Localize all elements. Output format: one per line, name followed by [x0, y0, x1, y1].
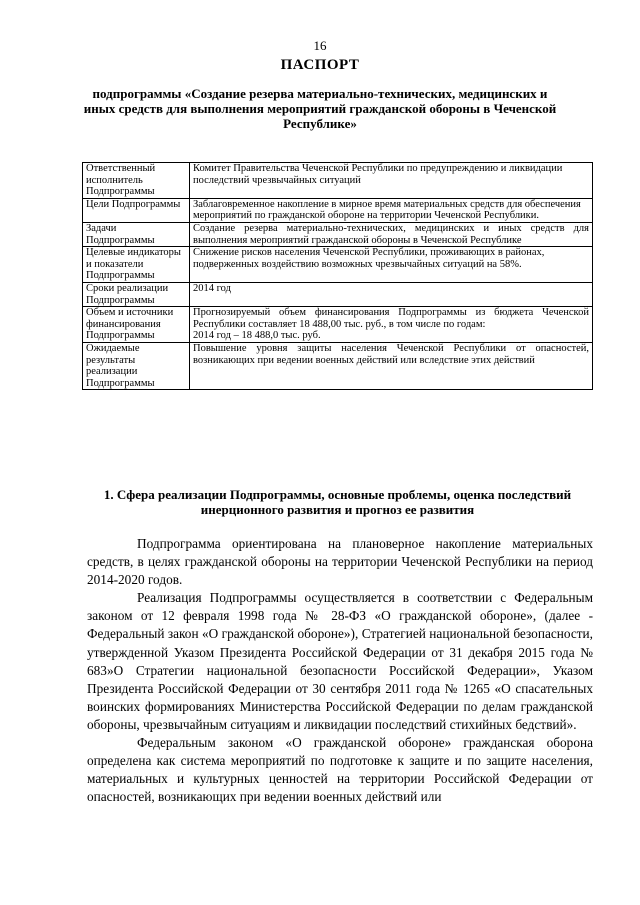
- row-value: [190, 307, 593, 343]
- page-number: 16: [313, 38, 327, 53]
- row-value-line: Комитет Правительства Чеченской Республики по предупреждению и ликвидации последствий чрезвычайных ситуаций: [193, 163, 563, 186]
- table-row: [83, 282, 593, 306]
- row-label: Цели Подпрограммы: [83, 198, 190, 222]
- row-value-line: Создание резерва материально-технических, медицинских и иных средств для выполнения мероприятий гражданской обороны в Чеченской Республике: [193, 222, 589, 246]
- row-value-line: Заблаговременное накопление в мирное время материальных средств для обеспечения мероприятий по гражданской обороне на территории Чеченской Республики.: [193, 198, 581, 222]
- paragraph: Реализация Подпрограммы осуществляется в соответствии с Федеральным законом от 12 февраля 1998 года № 28-ФЗ «О гражданской обороне», (далее - Федеральный закон «О гражданской обороне»), Стратегией национальной безопасности, утвержденной Указом Президента Российской Федерации от 31 декабря 2015 года № 683»О Стратегии национальной безопасности Российской Федерации», Указом Президента Российской Федерации от 30 сентября 2011 года № 1265 «О спасательных воинских формированиях Министерства Российской Федерации по делам гражданской обороны, чрезвычайным ситуациям и ликвидации последствий стихийных бедствий».: [87, 590, 593, 732]
- table-row: [83, 342, 593, 389]
- row-value: [190, 198, 593, 222]
- table-row: [83, 198, 593, 222]
- document-subtitle: подпрограммы «Создание резерва материально-технических, медицинских и иных средств для выполнения мероприятий гражданской обороны в Чеченской Республике»: [83, 86, 557, 131]
- paragraph: Федеральным законом «О гражданской обороне» гражданская оборона определена как система мероприятий по подготовке к защите и по защите населения, материальных и культурных ценностей на территории Российской Федерации от опасностей, возникающих при ведении военных действий или: [87, 735, 593, 805]
- passport-table: [82, 162, 593, 390]
- table-row: [83, 163, 593, 199]
- body-text: [87, 535, 593, 806]
- row-value: [190, 342, 593, 389]
- row-value: [190, 222, 593, 246]
- section-heading: 1. Сфера реализации Подпрограммы, основные проблемы, оценка последствий инерционного развития и прогноз ее развития: [103, 487, 572, 517]
- row-value: [190, 163, 593, 199]
- row-label: Задачи Подпрограммы: [83, 222, 190, 246]
- row-value-line: Прогнозируемый объем финансирования Подпрограммы из бюджета Чеченской Республики составляет 18 488,00 тыс. руб., в том числе по годам:: [193, 307, 589, 330]
- table-row: [83, 222, 593, 246]
- row-label: Ответственный исполнитель Подпрограммы: [83, 163, 190, 199]
- table-row: [83, 307, 593, 343]
- document-title: ПАСПОРТ: [280, 57, 360, 73]
- row-label: Сроки реализации Подпрограммы: [83, 282, 190, 306]
- row-value-line: 2014 год: [193, 282, 231, 294]
- row-value: [190, 282, 593, 306]
- row-value-line: Снижение рисков населения Чеченской Республики, проживающих в районах, подверженных воздействию возможных чрезвычайных ситуаций на 58%.: [193, 247, 545, 270]
- paragraph: Подпрограмма ориентирована на плановерное накопление материальных средств, в целях гражданской обороны на территории Чеченской Республики на период 2014-2020 годов.: [87, 536, 593, 588]
- row-value-line: 2014 год – 18 488,0 тыс. руб.: [193, 330, 321, 342]
- row-label: Объем и источники финансирования Подпрограммы: [83, 307, 190, 343]
- row-label: Целевые индикаторы и показатели Подпрограммы: [83, 247, 190, 283]
- row-value-line: Повышение уровня защиты населения Чеченской Республики от опасностей, возникающих при ведении военных действий или вследствие этих действий: [193, 342, 589, 366]
- row-label: Ожидаемые результаты реализации Подпрограммы: [83, 342, 190, 389]
- row-value: [190, 247, 593, 283]
- table-row: [83, 247, 593, 283]
